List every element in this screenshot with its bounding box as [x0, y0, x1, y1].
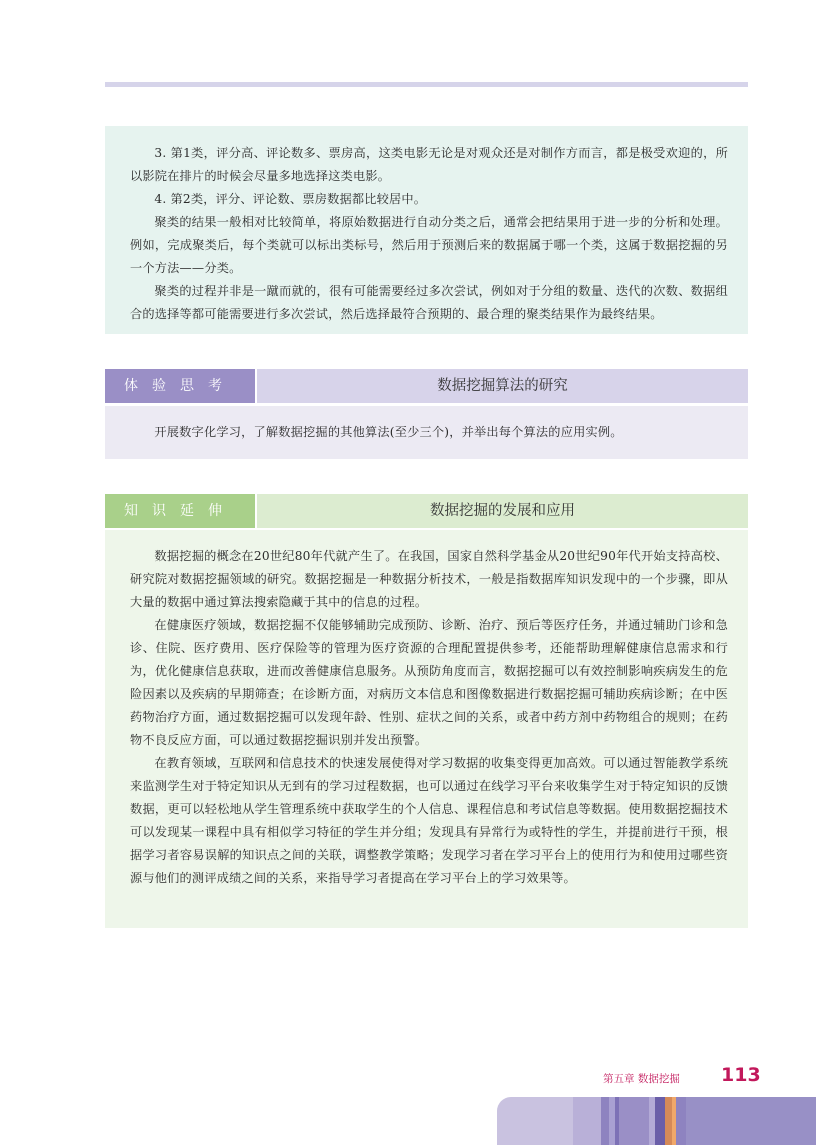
paragraph: 开展数字化学习，了解数据挖掘的其他算法(至少三个)，并举出每个算法的应用实例。: [154, 425, 623, 439]
paragraph: 在健康医疗领域，数据挖掘不仅能够辅助完成预防、诊断、治疗、预后等医疗任务，并通过辅助门诊和急诊、住院、医疗费用、医疗保险等的管理为医疗资源的合理配置提供参考，还能帮助理解健康信息需求和行为，优化健康信息获取，进而改善健康信息服务。从预防角度而言，数据挖掘可以有效控制影响疾病发生的危险因素以及疾病的早期筛查；在诊断方面，对病历文本信息和图像数据进行数据挖掘可辅助疾病诊断；在中医药物治疗方面，通过数据挖掘可以发现年龄、性别、症状之间的关系，或者中药方剂中药物组合的规则；在药物不良反应方面，可以通过数据挖掘识别并发出预警。: [130, 618, 728, 747]
paragraph: 数据挖掘的概念在20世纪80年代就产生了。在我国，国家自然科学基金从20世纪90年代开始支持高校、研究院对数据挖掘领域的研究。数据挖掘是一种数据分析技术，一般是指数据库知识发现中的一个步骤，即从大量的数据中通过算法搜索隐藏于其中的信息的过程。: [130, 549, 728, 609]
extend-tag: 知识延伸: [105, 494, 255, 528]
think-section-body: [105, 406, 748, 459]
paragraph: 在教育领域，互联网和信息技术的快速发展使得对学习数据的收集变得更加高效。可以通过智能教学系统来监测学生对于特定知识从无到有的学习过程数据，也可以通过在线学习平台来收集学生对于特定知识的反馈数据，更可以轻松地从学生管理系统中获取学生的个人信息、课程信息和考试信息等数据。使用数据挖掘技术可以发现某一课程中具有相似学习特征的学生并分组；发现具有异常行为或特性的学生，并提前进行干预，根据学习者容易误解的知识点之间的关联，调整教学策略；发现学习者在学习平台上的使用行为和使用过哪些资源与他们的测评成绩之间的关系，来指导学习者提高在学习平台上的学习效果等。: [130, 756, 728, 885]
header-rule: [105, 82, 748, 87]
paragraph: 聚类的结果一般相对比较简单，将原始数据进行自动分类之后，通常会把结果用于进一步的分析和处理。例如，完成聚类后，每个类就可以标出类标号，然后用于预测后来的数据属于哪一个类，这属于数据挖掘的另一个方法——分类。: [130, 215, 728, 275]
think-tag: 体验思考: [105, 369, 255, 403]
think-section-banner: [105, 369, 748, 403]
think-title: 数据挖掘算法的研究: [257, 369, 748, 403]
extend-title: 数据挖掘的发展和应用: [257, 494, 748, 528]
page-number: 113: [721, 1064, 761, 1086]
clustering-text-box: [105, 126, 748, 334]
paragraph: 4. 第2类，评分、评论数、票房数据都比较居中。: [154, 192, 427, 206]
extend-section-body: [105, 530, 748, 928]
paragraph: 聚类的过程并非是一蹴而就的，很有可能需要经过多次尝试，例如对于分组的数量、迭代的次数、数据组合的选择等都可能需要进行多次尝试，然后选择最符合预期的、最合理的聚类结果作为最终结果。: [130, 284, 728, 321]
decorative-stripes: [497, 1097, 816, 1145]
extend-section-banner: [105, 494, 748, 528]
chapter-label: 第五章 数据挖掘: [603, 1073, 680, 1085]
paragraph: 3. 第1类，评分高、评论数多、票房高，这类电影无论是对观众还是对制作方而言，都是极受欢迎的，所以影院在排片的时候会尽量多地选择这类电影。: [130, 146, 728, 183]
